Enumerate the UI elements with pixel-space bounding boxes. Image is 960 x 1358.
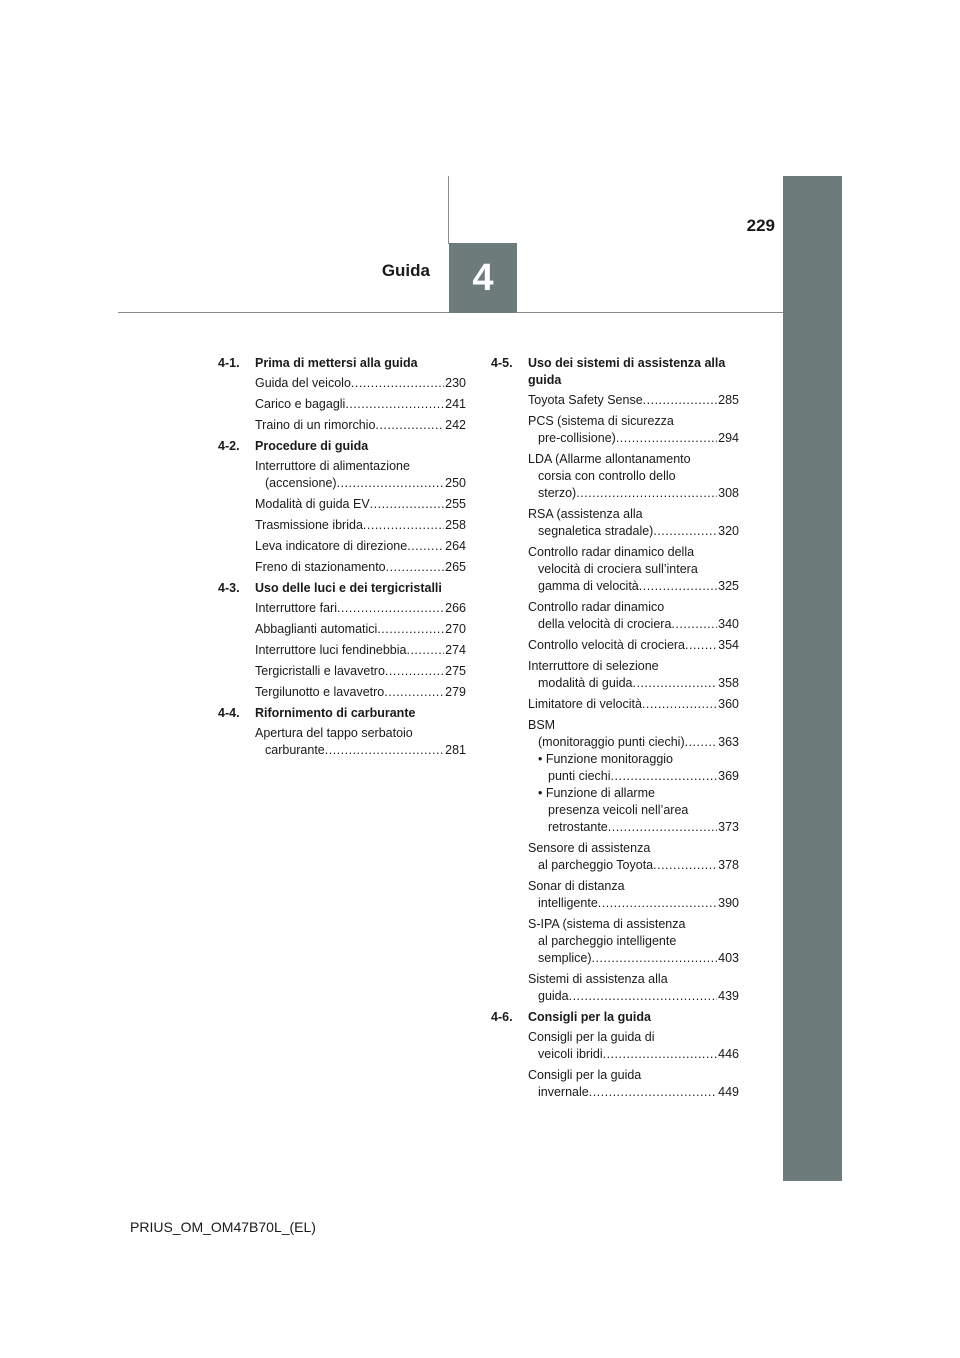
dot-leader <box>642 696 717 713</box>
toc-entry-text: (monitoraggio punti ciechi) <box>538 735 685 749</box>
toc-entry-text: semplice) <box>538 951 592 965</box>
toc-entry-line <box>528 616 739 633</box>
toc-entry[interactable] <box>218 496 466 513</box>
dot-leader <box>351 375 444 392</box>
toc-entry-text: Interruttore luci fendinebbia <box>255 643 407 657</box>
toc-section-title: Consigli per la guida <box>528 1010 651 1024</box>
toc-entry[interactable] <box>218 417 466 434</box>
toc-entry-text: Traino di un rimorchio <box>255 418 376 432</box>
dot-leader <box>375 417 444 434</box>
toc-entry-line <box>528 637 739 654</box>
toc-entry-text: Interruttore di selezione <box>528 659 659 673</box>
toc-entry-text: al parcheggio Toyota <box>538 858 654 872</box>
toc-entry[interactable] <box>491 696 739 713</box>
toc-entry[interactable] <box>491 1029 739 1063</box>
toc-entry-text: corsia con controllo dello <box>538 469 676 483</box>
dot-leader <box>685 734 718 751</box>
toc-section <box>218 355 466 434</box>
toc-page-number: 255 <box>445 497 466 511</box>
toc-entry-line <box>528 916 739 933</box>
dot-leader <box>406 642 444 659</box>
toc-entry-line <box>528 675 739 692</box>
toc-entry-line <box>528 895 739 912</box>
toc-entry-text: RSA (assistenza alla <box>528 507 643 521</box>
dot-leader <box>377 621 444 638</box>
dot-leader <box>603 1046 718 1063</box>
toc-sub-entry[interactable] <box>528 751 739 785</box>
toc-entry-text: Guida del veicolo <box>255 376 351 390</box>
toc-entry-line <box>528 1046 739 1063</box>
toc-page-number: 265 <box>445 560 466 574</box>
toc-entry[interactable] <box>491 392 739 409</box>
toc-entry[interactable] <box>218 621 466 638</box>
toc-section-heading <box>218 580 466 597</box>
toc-entry-line <box>255 621 466 638</box>
toc-entry-text: • Funzione monitoraggio <box>538 752 674 766</box>
header-vertical-rule <box>448 176 449 244</box>
page-number: 229 <box>746 216 775 235</box>
toc-page-number: 281 <box>445 743 466 757</box>
toc-section-number: 4-2. <box>218 439 240 453</box>
toc-entry-line <box>255 742 466 759</box>
dot-leader <box>598 895 717 912</box>
toc-section-title: Uso delle luci e dei tergicristalli <box>255 581 442 595</box>
toc-entry-line <box>528 819 739 836</box>
toc-page-number: 266 <box>445 601 466 615</box>
toc-entry-text: Interruttore di alimentazione <box>255 459 410 473</box>
toc-entry[interactable] <box>491 658 739 692</box>
toc-section-heading <box>218 438 466 455</box>
toc-entry[interactable] <box>491 506 739 540</box>
toc-entry-text: PCS (sistema di sicurezza <box>528 414 674 428</box>
toc-page-number: 258 <box>445 518 466 532</box>
toc-entry[interactable] <box>491 544 739 595</box>
chapter-sidebar-tab <box>783 176 842 1181</box>
toc-entry[interactable] <box>218 663 466 680</box>
dot-leader <box>653 523 717 540</box>
toc-page-number: 354 <box>718 638 739 652</box>
toc-entry-text: veicoli ibridi <box>538 1047 603 1061</box>
dot-leader <box>611 768 718 785</box>
toc-right-column <box>491 355 739 1105</box>
toc-page-number: 294 <box>718 431 739 445</box>
dot-leader <box>363 517 444 534</box>
dot-leader <box>407 538 444 555</box>
toc-entry-text: pre-collisione) <box>538 431 616 445</box>
dot-leader <box>325 742 444 759</box>
toc-page-number: 325 <box>718 579 739 593</box>
toc-entry-line <box>528 717 739 734</box>
dot-leader <box>337 600 444 617</box>
toc-page-number: 363 <box>718 735 739 749</box>
toc-entry-line <box>255 684 466 701</box>
toc-section-heading <box>491 1009 739 1026</box>
toc-entry-line <box>528 840 739 857</box>
toc-entry-text: segnaletica stradale) <box>538 524 654 538</box>
toc-entry-text: velocità di crociera sull’intera <box>538 562 698 576</box>
toc-left-column <box>218 355 466 763</box>
dot-leader <box>685 637 717 654</box>
toc-entry-line <box>528 468 739 485</box>
toc-page-number: 279 <box>445 685 466 699</box>
toc-entry-line <box>528 857 739 874</box>
toc-entry-text: della velocità di crociera <box>538 617 672 631</box>
toc-section <box>491 355 739 1005</box>
toc-section-number: 4-5. <box>491 356 513 370</box>
toc-entry-line <box>255 458 466 475</box>
toc-page-number: 439 <box>718 989 739 1003</box>
toc-entry-line <box>528 971 739 988</box>
toc-entry-line <box>255 538 466 555</box>
toc-entry-text: • Funzione di allarme <box>538 786 655 800</box>
toc-entry-line <box>528 578 739 595</box>
toc-page-number: 270 <box>445 622 466 636</box>
toc-entry-line <box>528 933 739 950</box>
toc-entry-text: intelligente <box>538 896 598 910</box>
toc-section-title: Rifornimento di carburante <box>255 706 416 720</box>
toc-entry-line <box>255 396 466 413</box>
toc-entry-text: guida <box>538 989 569 1003</box>
toc-entry-text: Tergilunotto e lavavetro <box>255 685 385 699</box>
toc-entry-text: Sensore di assistenza <box>528 841 651 855</box>
toc-entry-text: Leva indicatore di direzione <box>255 539 408 553</box>
toc-entry-line <box>528 1067 739 1084</box>
dot-leader <box>386 559 445 576</box>
toc-page-number: 264 <box>445 539 466 553</box>
toc-entry-line <box>528 988 739 1005</box>
toc-entry-text: Sonar di distanza <box>528 879 625 893</box>
toc-entry[interactable] <box>218 684 466 701</box>
toc-section-number: 4-6. <box>491 1010 513 1024</box>
toc-entry-line <box>255 725 466 742</box>
toc-section-title: Procedure di guida <box>255 439 369 453</box>
toc-page-number: 373 <box>718 820 739 834</box>
toc-entry-text: presenza veicoli nell’area <box>548 803 689 817</box>
toc-entry-line <box>528 392 739 409</box>
toc-entry[interactable] <box>218 458 466 492</box>
toc-entry-text: Controllo radar dinamico <box>528 600 665 614</box>
toc-entry-text: Freno di stazionamento <box>255 560 386 574</box>
toc-entry-text: Trasmissione ibrida <box>255 518 363 532</box>
toc-entry-text: (accensione) <box>265 476 337 490</box>
toc-entry-text: Apertura del tappo serbatoio <box>255 726 413 740</box>
toc-entry-line <box>528 485 739 502</box>
toc-page-number: 320 <box>718 524 739 538</box>
toc-page-number: 242 <box>445 418 466 432</box>
toc-entry-text: Toyota Safety Sense <box>528 393 643 407</box>
dot-leader <box>576 485 717 502</box>
toc-entry-line <box>528 950 739 967</box>
toc-section-number: 4-4. <box>218 706 240 720</box>
toc-entry-text: Abbaglianti automatici <box>255 622 378 636</box>
toc-entry-text: Sistemi di assistenza alla <box>528 972 668 986</box>
toc-entry-text: gamma di velocità <box>538 579 639 593</box>
toc-page-number: 285 <box>718 393 739 407</box>
toc-entry-line <box>528 544 739 561</box>
toc-section <box>218 705 466 759</box>
toc-entry[interactable] <box>491 599 739 633</box>
dot-leader <box>345 396 444 413</box>
toc-entry-text: Controllo radar dinamico della <box>528 545 695 559</box>
toc-entry[interactable] <box>218 375 466 392</box>
toc-entry-line <box>528 1084 739 1101</box>
dot-leader <box>337 475 445 492</box>
toc-entry-line <box>528 1029 739 1046</box>
toc-entry[interactable] <box>491 971 739 1005</box>
toc-entry-line <box>528 430 739 447</box>
toc-entry-text: Limitatore di velocità <box>528 697 642 711</box>
toc-section-title: Prima di mettersi alla guida <box>255 356 418 370</box>
toc-entry-text: punti ciechi <box>548 769 611 783</box>
chapter-number-box <box>449 243 517 313</box>
toc-entry[interactable] <box>218 725 466 759</box>
toc-section <box>218 438 466 576</box>
toc-section <box>491 1009 739 1101</box>
toc-entry-text: BSM <box>528 718 556 732</box>
toc-section-heading <box>218 705 466 722</box>
toc-page-number: 275 <box>445 664 466 678</box>
toc-entry-line <box>255 475 466 492</box>
toc-entry-text: Interruttore fari <box>255 601 337 615</box>
chapter-title: Guida <box>381 261 430 280</box>
dot-leader <box>633 675 718 692</box>
toc-sub-entry[interactable] <box>528 785 739 836</box>
toc-entry-text: invernale <box>538 1085 589 1099</box>
toc-entry-line <box>255 375 466 392</box>
toc-page-number: 274 <box>445 643 466 657</box>
toc-section-title: Uso dei sistemi di assistenza alla guida <box>528 356 726 387</box>
toc-entry[interactable] <box>491 413 739 447</box>
toc-entry-text: carburante <box>265 743 325 757</box>
toc-entry-line <box>528 658 739 675</box>
toc-section-number: 4-3. <box>218 581 240 595</box>
toc-entry-text: Tergicristalli e lavavetro <box>255 664 385 678</box>
toc-page-number: 390 <box>718 896 739 910</box>
toc-entry-line <box>255 642 466 659</box>
dot-leader <box>385 663 444 680</box>
toc-entry-text: S-IPA (sistema di assistenza <box>528 917 686 931</box>
document-footer: PRIUS_OM_OM47B70L_(EL) <box>130 1219 316 1235</box>
toc-page-number: 358 <box>718 676 739 690</box>
toc-page-number: 369 <box>718 769 739 783</box>
dot-leader <box>384 684 444 701</box>
toc-entry-text: sterzo) <box>538 486 577 500</box>
toc-entry-line <box>255 417 466 434</box>
toc-entry-line <box>528 451 739 468</box>
toc-entry-line <box>528 785 739 802</box>
toc-entry-text: LDA (Allarme allontanamento <box>528 452 691 466</box>
toc-entry[interactable] <box>491 840 739 874</box>
toc-entry[interactable] <box>491 637 739 654</box>
toc-entry-text: Modalità di guida EV <box>255 497 370 511</box>
toc-page-number: 230 <box>445 376 466 390</box>
toc-page-number: 449 <box>718 1085 739 1099</box>
toc-page-number: 340 <box>718 617 739 631</box>
toc-entry-line <box>255 496 466 513</box>
toc-entry-text: retrostante <box>548 820 608 834</box>
toc-page-number: 241 <box>445 397 466 411</box>
toc-entry[interactable] <box>491 1067 739 1101</box>
dot-leader <box>643 392 717 409</box>
toc-entry[interactable] <box>218 538 466 555</box>
dot-leader <box>671 616 717 633</box>
toc-page-number: 360 <box>718 697 739 711</box>
toc-entry-line <box>528 768 739 785</box>
toc-page-number: 308 <box>718 486 739 500</box>
toc-entry[interactable] <box>491 451 739 502</box>
toc-page-number: 446 <box>718 1047 739 1061</box>
toc-entry[interactable] <box>218 517 466 534</box>
toc-entry-line <box>528 696 739 713</box>
toc-entry-line <box>528 878 739 895</box>
chapter-number: 4 <box>472 256 494 299</box>
toc-section-heading <box>218 355 466 372</box>
toc-entry-line <box>528 751 739 768</box>
toc-entry-line <box>528 523 739 540</box>
toc-entry[interactable] <box>218 559 466 576</box>
toc-entry-text: Consigli per la guida di <box>528 1030 655 1044</box>
toc-section <box>218 580 466 701</box>
toc-entry-line <box>255 517 466 534</box>
dot-leader <box>653 857 717 874</box>
toc-entry-line <box>255 600 466 617</box>
toc-entry-line <box>255 559 466 576</box>
toc-entry-text: al parcheggio intelligente <box>538 934 677 948</box>
toc-entry-line <box>528 413 739 430</box>
toc-entry-line <box>528 734 739 751</box>
dot-leader <box>616 430 717 447</box>
toc-entry[interactable] <box>218 396 466 413</box>
dot-leader <box>370 496 444 513</box>
toc-page-number: 250 <box>445 476 466 490</box>
toc-entry-text: modalità di guida <box>538 676 633 690</box>
toc-entry-line <box>528 561 739 578</box>
toc-entry[interactable] <box>218 642 466 659</box>
toc-entry-text: Controllo velocità di crociera <box>528 638 686 652</box>
dot-leader <box>608 819 717 836</box>
toc-entry-text: Carico e bagagli <box>255 397 346 411</box>
toc-page-number: 378 <box>718 858 739 872</box>
toc-section-number: 4-1. <box>218 356 240 370</box>
dot-leader <box>639 578 717 595</box>
dot-leader <box>592 950 718 967</box>
toc-entry-line <box>528 599 739 616</box>
toc-entry-line <box>528 802 739 819</box>
toc-entry[interactable] <box>218 600 466 617</box>
toc-entry-line <box>255 663 466 680</box>
toc-section-heading <box>491 355 739 389</box>
toc-entry[interactable] <box>491 717 739 836</box>
toc-entry-text: Consigli per la guida <box>528 1068 642 1082</box>
dot-leader <box>589 1084 717 1101</box>
toc-entry[interactable] <box>491 916 739 967</box>
toc-page-number: 403 <box>718 951 739 965</box>
toc-entry-line <box>528 506 739 523</box>
toc-entry[interactable] <box>491 878 739 912</box>
dot-leader <box>569 988 718 1005</box>
